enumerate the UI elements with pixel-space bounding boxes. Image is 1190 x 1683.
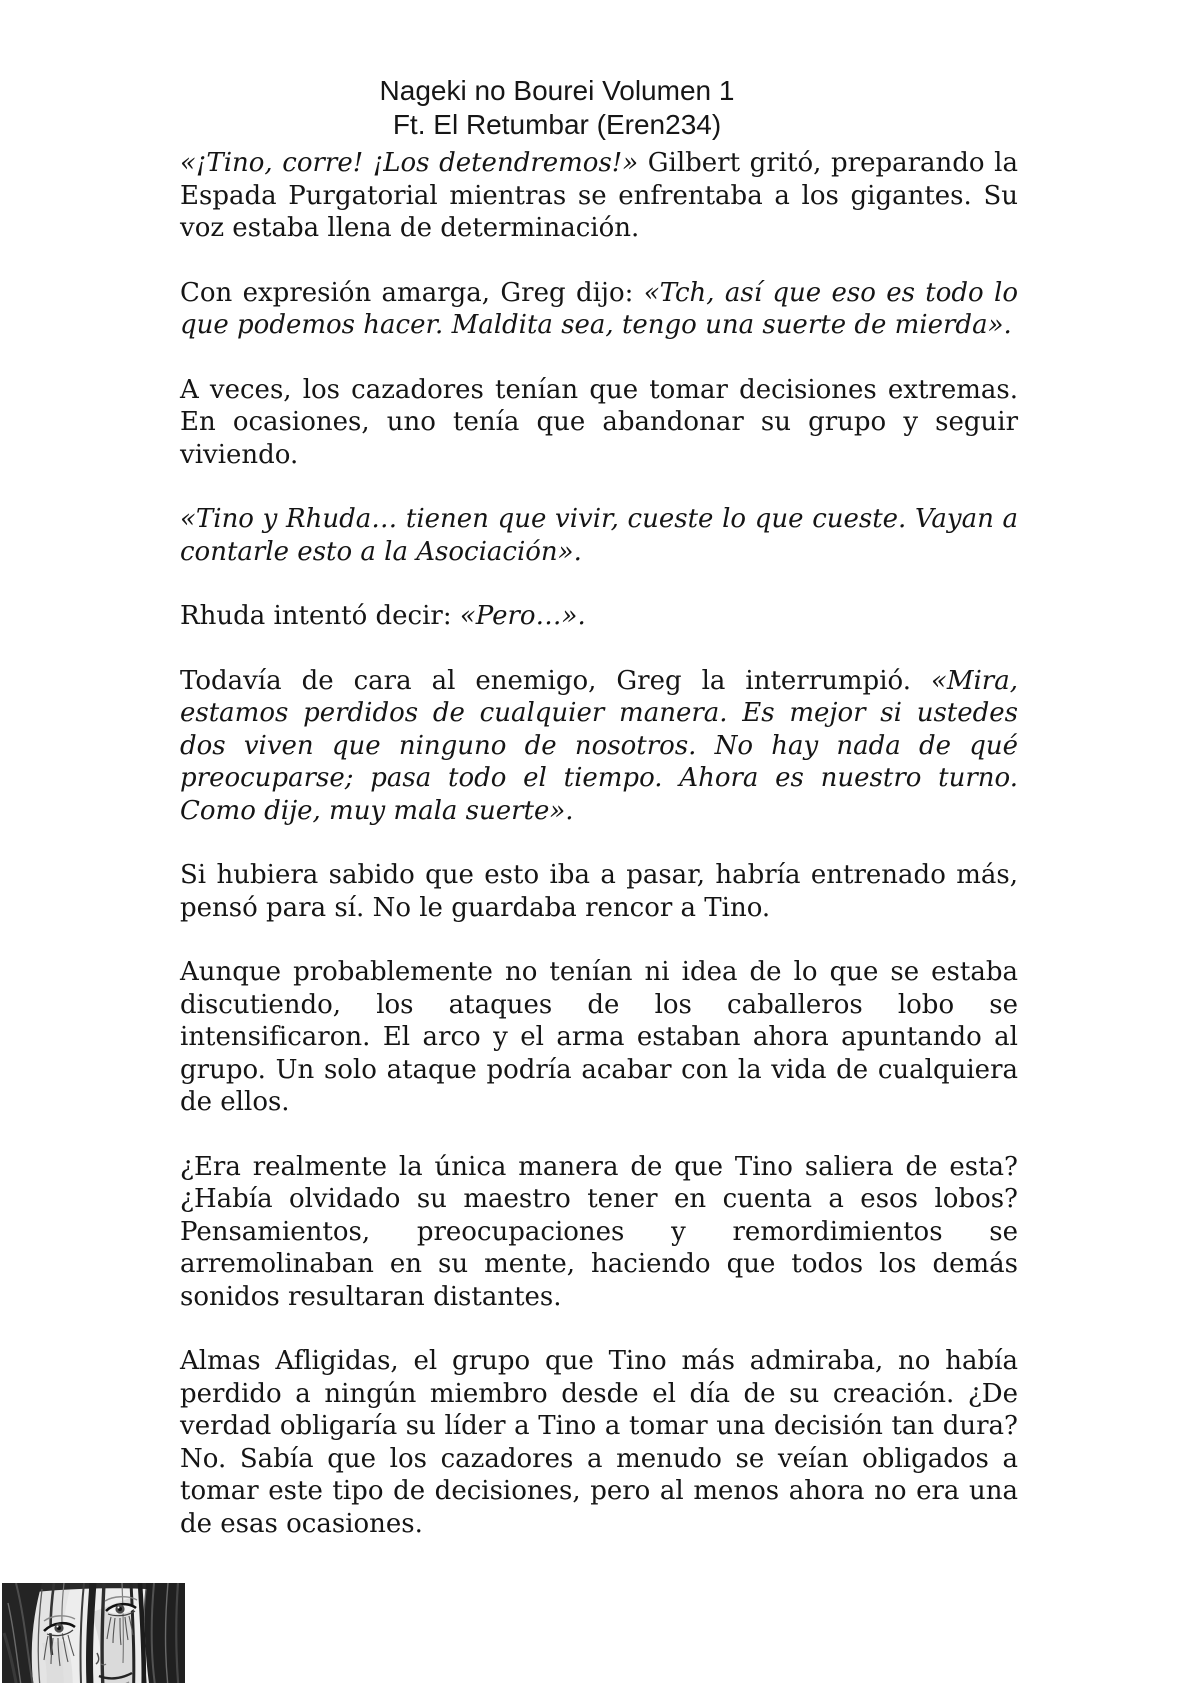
narration-text: Gilbert gritó, preparando la Espada Purgatorial mientras se enfrentaba a los gigantes. Su voz estaba llena de determinación. — [180, 148, 1018, 243]
document-title: Nageki no Bourei Volumen 1 — [379, 75, 735, 106]
paragraph — [180, 147, 1018, 245]
paragraph — [180, 1345, 1018, 1540]
narration-text: ¿Era realmente la única manera de que Tino saliera de esta? ¿Había olvidado su maestro tener en cuenta a esos lobos? Pensamientos, preocupaciones y remordimientos se arremolinaban en su mente, haciendo que todos los demás sonidos resultaran distantes. — [180, 1151, 1018, 1312]
footer-illustration — [2, 1583, 185, 1683]
dialogue-quote: «Tino y Rhuda… tienen que vivir, cueste lo que cueste. Vayan a contarle esto a la Asociación». — [180, 504, 1018, 567]
paragraph — [180, 956, 1018, 1119]
paragraph — [180, 600, 1018, 633]
dialogue-quote: «Mira, estamos perdidos de cualquier manera. Es mejor si ustedes dos viven que ninguno de nosotros. No hay nada de qué preocuparse; pasa todo el tiempo. Ahora es nuestro turno. Como dije, muy mala suerte». — [180, 665, 1018, 826]
narration-text: Rhuda intentó decir: — [180, 601, 460, 631]
narration-text: Si hubiera sabido que esto iba a pasar, habría entrenado más, pensó para sí. No le guardaba rencor a Tino. — [180, 860, 1018, 923]
paragraph — [180, 277, 1018, 342]
narration-text: Todavía de cara al enemigo, Greg la interrumpió. — [180, 665, 931, 696]
dialogue-quote: «Pero…». — [459, 601, 586, 631]
dialogue-quote: «¡Tino, corre! ¡Los detendremos!» — [180, 148, 639, 178]
manga-face-illustration — [2, 1583, 185, 1683]
narration-text: A veces, los cazadores tenían que tomar decisiones extremas. En ocasiones, uno tenía que abandonar su grupo y seguir viviendo. — [180, 374, 1018, 470]
article-body — [180, 147, 1018, 1572]
dialogue-quote: «Tch, así que eso es todo lo que podemos hacer. Maldita sea, tengo una suerte de mierda». — [180, 277, 1018, 340]
narration-text: Aunque probablemente no tenían ni idea de lo que se estaba discutiendo, los ataques de los caballeros lobo se intensificaron. El arco y el arma estaban ahora apuntando al grupo. Un solo ataque podría acabar con la vida de cualquiera de ellos. — [180, 957, 1018, 1117]
paragraph — [180, 374, 1018, 472]
paragraph — [180, 503, 1018, 568]
document-subtitle: Ft. El Retumbar (Eren234) — [392, 109, 722, 140]
page-header — [0, 74, 1152, 142]
narration-text: Con expresión amarga, Greg dijo: — [180, 277, 644, 308]
narration-text: Almas Afligidas, el grupo que Tino más admiraba, no había perdido a ningún miembro desde el día de su creación. ¿De verdad obligaría su líder a Tino a tomar una decisión tan dura? No. Sabía que los cazadores a menudo se veían obligados a tomar este tipo de decisiones, pero al menos ahora no era una de esas ocasiones. — [180, 1346, 1018, 1539]
paragraph — [180, 859, 1018, 924]
paragraph — [180, 665, 1018, 828]
paragraph — [180, 1151, 1018, 1314]
